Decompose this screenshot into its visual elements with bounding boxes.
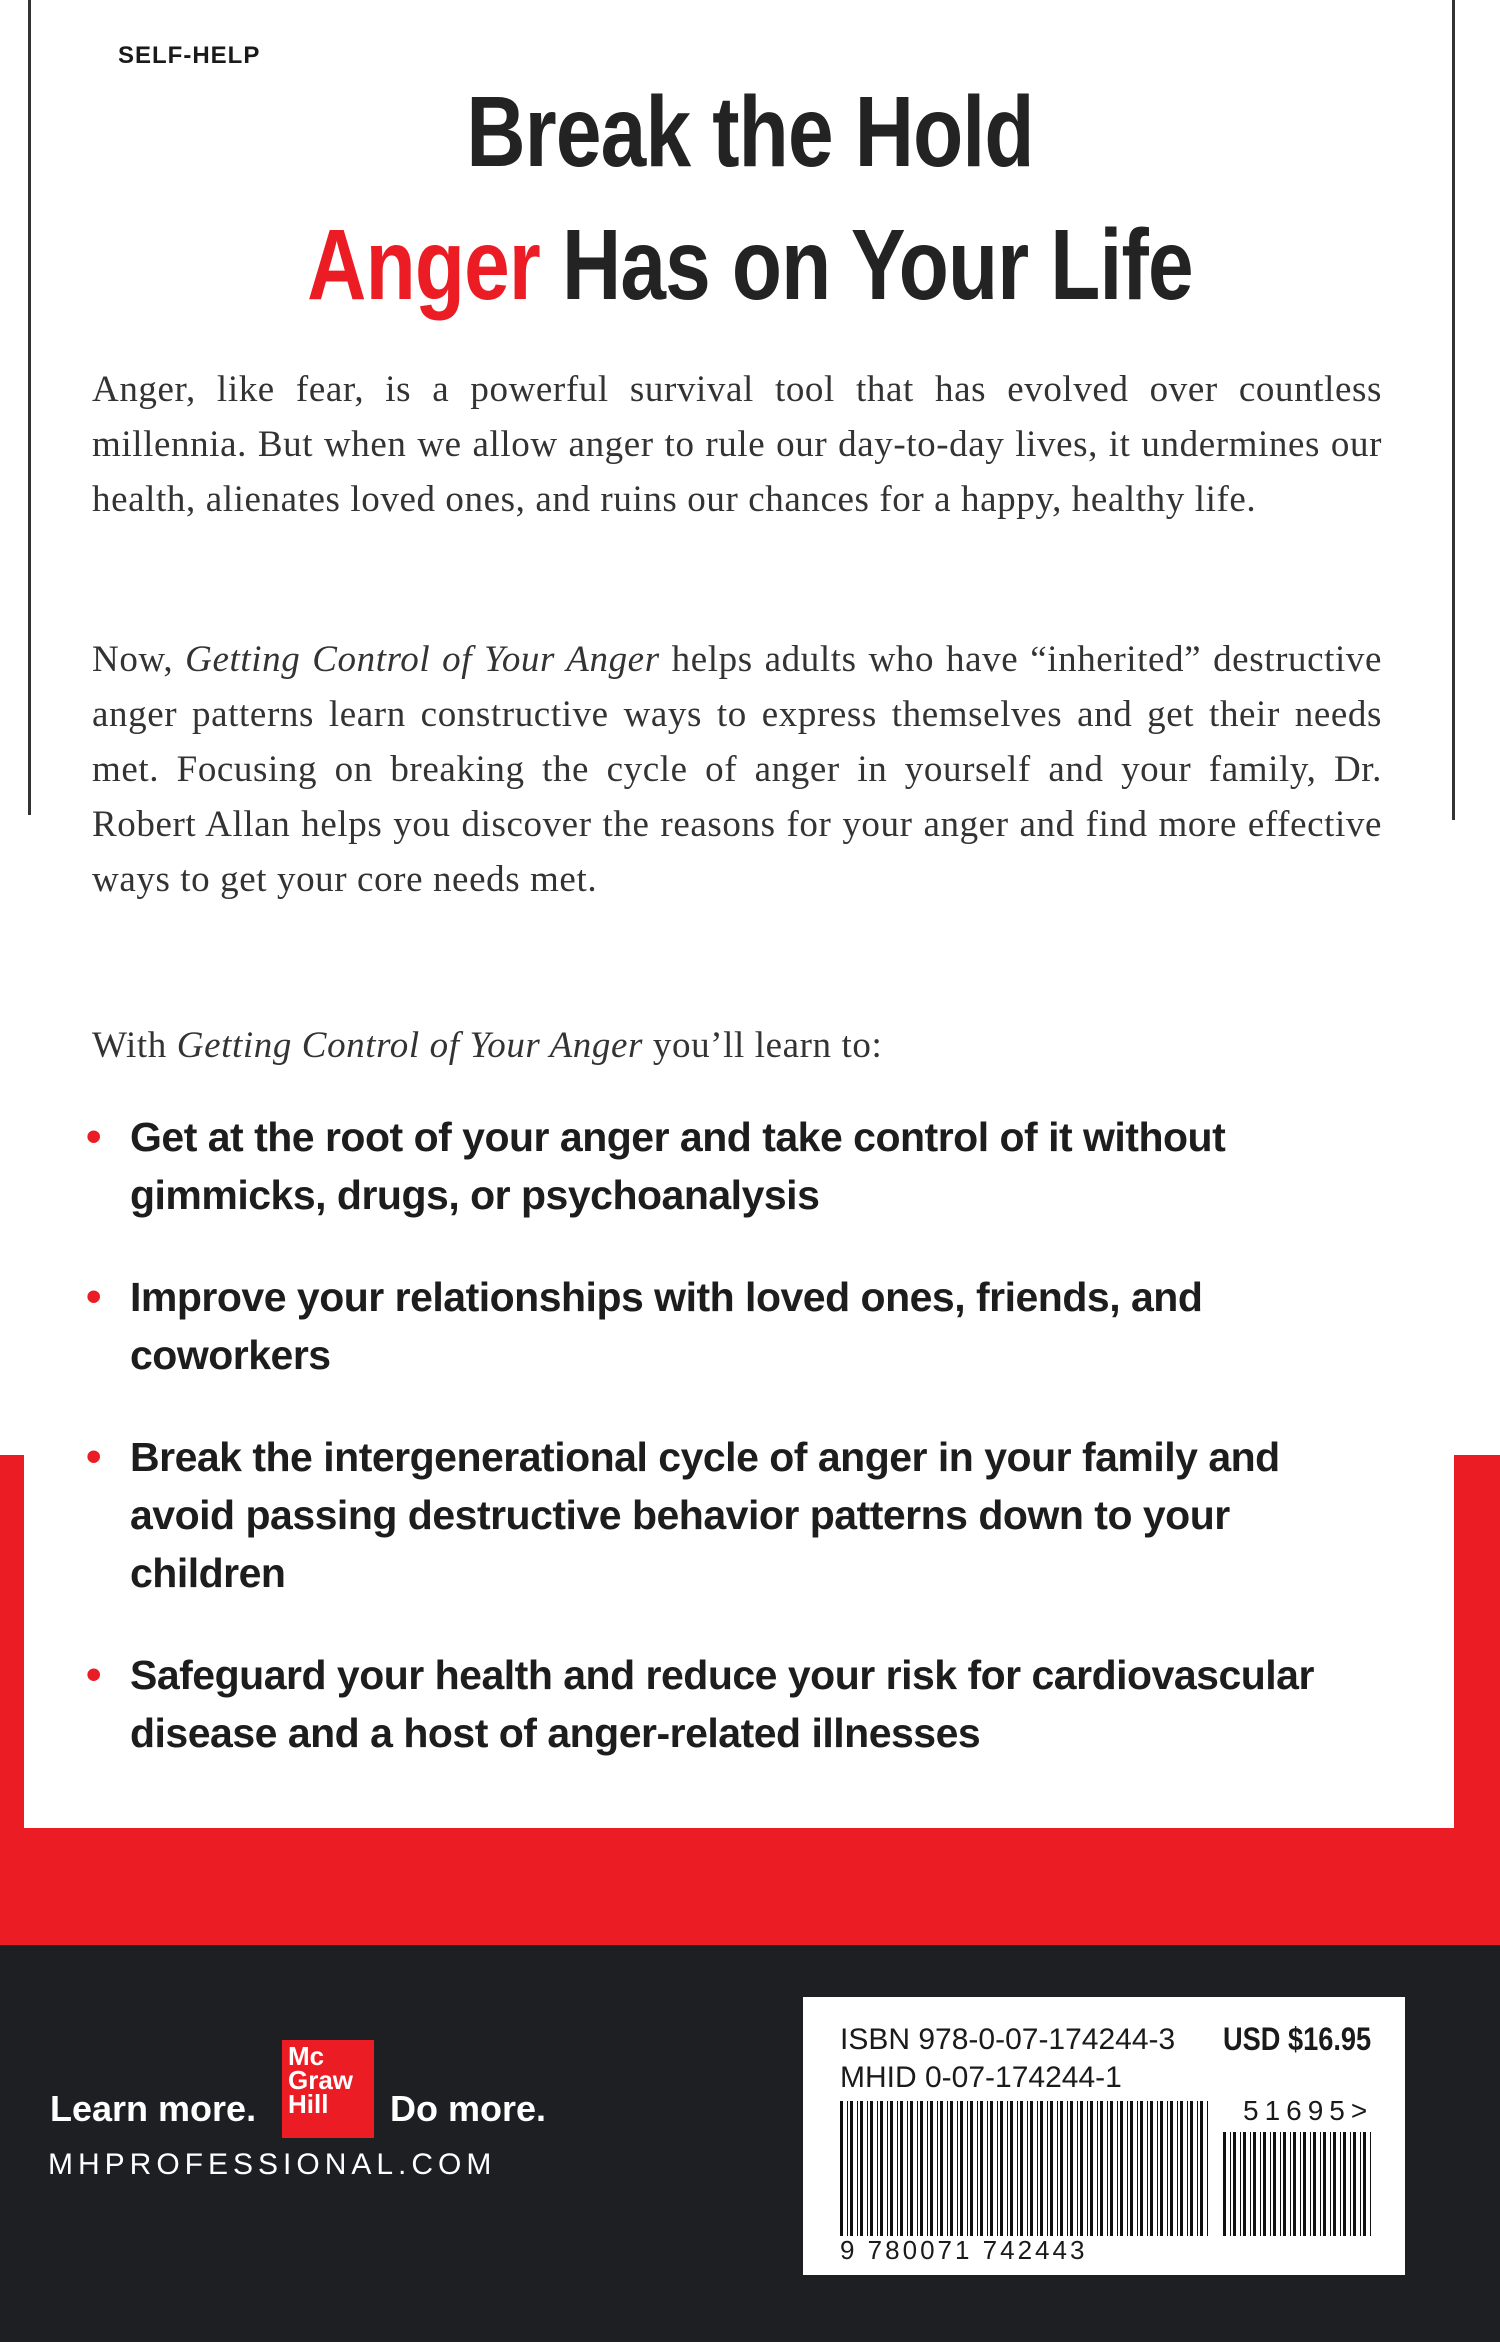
- book-title: Getting Control of Your Anger: [176, 1025, 644, 1066]
- learn-intro-lead: With: [92, 1025, 177, 1066]
- description-rest: helps adults who have “inherited” destructive anger patterns learn constructive ways to express themselves and get their needs met. Focusing on breaking the cycle of anger in yourself and your family, Dr. Robert Allan helps you discover the reasons for your anger and find more effective ways to get your core needs met.: [92, 639, 1382, 900]
- learn-intro-rest: you’ll learn to:: [643, 1025, 883, 1066]
- mhid-number: MHID 0-07-174244-1: [840, 2061, 1122, 2094]
- logo-line: Hill: [288, 2089, 329, 2119]
- description-paragraph: [92, 632, 1382, 907]
- addon-barcode-icon: [1223, 2132, 1373, 2236]
- isbn-number: ISBN 978-0-07-174244-3: [840, 2023, 1176, 2056]
- website-url: MHPROFESSIONAL.COM: [48, 2148, 497, 2181]
- list-item-text: Safeguard your health and reduce your risk for cardiovascular disease and a host of anger-related illnesses: [130, 1652, 1314, 1756]
- bullet-dot-icon: •: [86, 1432, 101, 1481]
- list-item: [86, 1268, 1416, 1384]
- bullet-dot-icon: •: [86, 1272, 101, 1321]
- price-label: USD $16.95: [1223, 2021, 1372, 2057]
- list-item: [86, 1108, 1416, 1224]
- intro-paragraph: Anger, like fear, is a powerful survival tool that has evolved over countless millennia. But when we allow anger to rule our day-to-day lives, it undermines our health, alienates loved ones, and ruins our chances for a happy, healthy life.: [92, 369, 1382, 520]
- right-rule: [1452, 0, 1455, 820]
- barcode-panel: [803, 1997, 1405, 2275]
- benefits-list: [86, 1108, 1416, 1806]
- headline-line2: [135, 209, 1365, 321]
- mcgraw-hill-logo: [282, 2040, 374, 2138]
- barcode-icon: [840, 2101, 1210, 2236]
- bullet-dot-icon: •: [86, 1112, 101, 1161]
- headline-accent-word: Anger: [307, 209, 541, 321]
- logo-line: Mc: [288, 2041, 325, 2071]
- headline-line2-rest: Has on Your Life: [540, 209, 1193, 321]
- bullet-dot-icon: •: [86, 1650, 101, 1699]
- category-label: SELF-HELP: [118, 42, 261, 69]
- left-rule: [28, 0, 31, 815]
- book-title: Getting Control of Your Anger: [185, 639, 660, 680]
- do-more-text: Do more.: [390, 2088, 547, 2129]
- description-lead: Now,: [92, 639, 186, 680]
- list-item-text: Get at the root of your anger and take control of it without gimmicks, drugs, or psychoanalysis: [130, 1114, 1226, 1218]
- list-item: [86, 1428, 1416, 1602]
- headline-line1: Break the Hold: [466, 76, 1034, 188]
- ean-digits: 9 780071 742443: [840, 2235, 1088, 2265]
- list-item-text: Improve your relationships with loved ones, friends, and coworkers: [130, 1274, 1203, 1378]
- list-item: [86, 1646, 1416, 1762]
- list-item-text: Break the intergenerational cycle of anger in your family and avoid passing destructive behavior patterns down to your children: [130, 1434, 1280, 1596]
- logo-line: Graw: [288, 2065, 354, 2095]
- learn-more-text: Learn more.: [50, 2088, 257, 2129]
- price-addon-code: 51695>: [1243, 2095, 1374, 2126]
- learn-intro: [92, 1018, 1382, 1073]
